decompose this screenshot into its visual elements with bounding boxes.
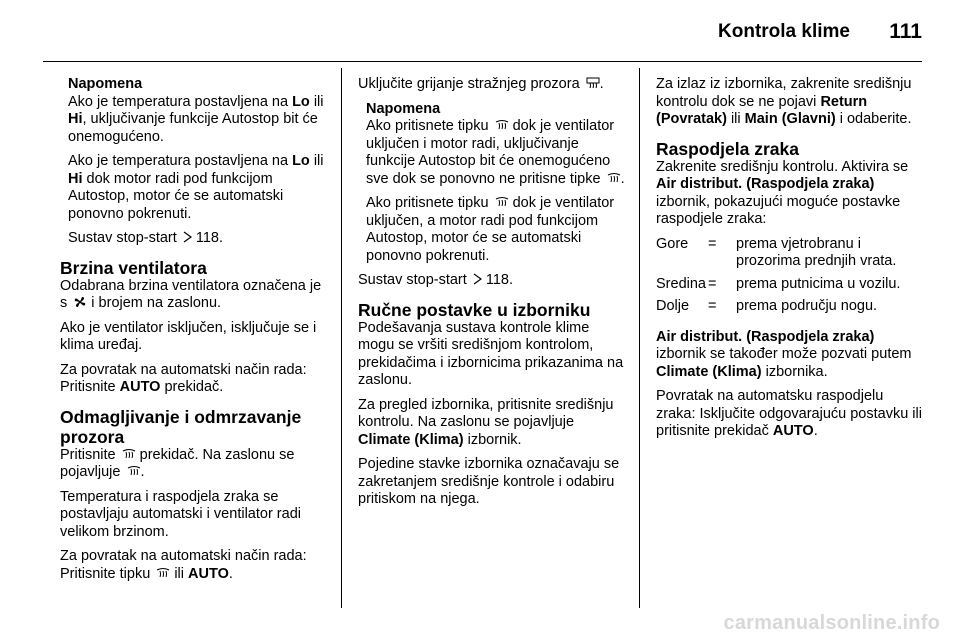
column-divider-1 (341, 68, 342, 608)
note-paragraph: Ako pritisnete tipku dok je ventilator uključen i motor radi, uključivanje funkcije Autostop bit će onemogućeno sve dok se ponovno ne pritisne tipke . (366, 118, 625, 187)
paragraph: Air distribut. (Raspodjela zraka) izbornik se također može pozvati putem Climate (Klima) izbornika. (656, 328, 912, 380)
rear-window-defrost-icon (586, 77, 600, 89)
paragraph: Za pregled izbornika, pritisnite središnju kontrolu. Na zaslonu se pojavljuje Climate (Klima) izbornik. (358, 396, 614, 448)
table-row (656, 298, 926, 321)
note-paragraph: Ako pritisnete tipku dok je ventilator uključen, a motor radi pod funkcijom Autostop, motor će se automatski ponovno pokrenuti. (366, 195, 615, 264)
section-heading-fan-speed: Brzina ventilatora (60, 257, 207, 278)
note-paragraph: Ako je temperatura postavljena na Lo ili Hi dok motor radi pod funkcijom Autostop, motor će se automatski ponovno pokrenuti. (68, 153, 324, 222)
paragraph: Temperatura i raspodjela zraka se postavljaju automatski i ventilator radi velikom brzinom. (60, 488, 301, 540)
header-divider (43, 61, 922, 62)
term: Gore (656, 235, 689, 252)
column-2 (358, 76, 628, 516)
windshield-defrost-icon (607, 172, 621, 184)
fan-icon (73, 296, 87, 308)
cross-reference: Sustav stop-start 118. (68, 230, 224, 246)
table-row (656, 276, 926, 299)
paragraph: Odabrana brzina ventilatora označena je s i brojem na zaslonu. (60, 277, 322, 311)
note-title: Napomena (68, 76, 143, 92)
windshield-defrost-icon (122, 448, 136, 460)
windshield-defrost-icon (127, 465, 141, 477)
note-autostop-defrost (358, 101, 628, 266)
section-heading-defog: Odmagljivanje i odmrzavanje prozora (60, 406, 302, 447)
air-distribution-table (656, 236, 926, 321)
paragraph: Povratak na automatsku raspodjelu zraka: Isključite odgovarajuću postavku ili pritisnite prekidač AUTO. (656, 388, 922, 439)
note-title: Napomena (366, 100, 441, 117)
page-reference-arrow-icon (183, 231, 192, 243)
paragraph: Za izlaz iz izbornika, zakrenite središnju kontrolu dok se ne pojavi Return (Povratak) ili Main (Glavni) i odaberite. (656, 76, 912, 127)
windshield-defrost-icon (495, 119, 509, 131)
note-autostop-temperature (60, 76, 330, 248)
paragraph: Uključite grijanje stražnjeg prozora . (358, 76, 604, 92)
page-header (0, 0, 960, 62)
page-number: 111 (889, 20, 922, 43)
windshield-defrost-icon (495, 196, 509, 208)
description: prema području nogu. (736, 298, 878, 314)
note-paragraph: Ako je temperatura postavljena na Lo ili Hi, uključivanje funkcije Autostop bit će onemogućeno. (68, 93, 324, 145)
watermark: carmanualsonline.info (723, 612, 940, 634)
paragraph: Za povratak na automatski način rada: Pritisnite tipku ili AUTO. (60, 548, 307, 582)
cross-reference: Sustav stop-start 118. (358, 272, 514, 288)
page-reference-arrow-icon (473, 273, 482, 285)
paragraph: Podešavanja sustava kontrole klime mogu se vršiti središnjom kontrolom, prekidačima i izbornicima prikazanima na zaslonu. (358, 319, 624, 388)
paragraph: Pritisnite prekidač. Na zaslonu se pojavljuje . (60, 446, 295, 480)
term: Dolje (656, 298, 690, 314)
windshield-defrost-icon (156, 567, 170, 579)
equals: = (708, 275, 717, 292)
equals: = (708, 298, 717, 314)
paragraph: Zakrenite središnju kontrolu. Aktivira se Air distribut. (Raspodjela zraka) izbornik, pokazujući moguće postavke raspodjele zraka: (656, 158, 909, 227)
column-divider-2 (639, 68, 640, 608)
table-row (656, 236, 926, 276)
paragraph: Za povratak na automatski način rada: Pritisnite AUTO prekidač. (60, 361, 307, 395)
equals: = (708, 235, 717, 252)
paragraph: Pojedine stavke izbornika označavaju se zakretanjem središnje kontrole i odabiru pritiskom na njega. (358, 456, 620, 507)
description: prema putnicima u vozilu. (736, 275, 901, 292)
section-heading-air-distribution: Raspodjela zraka (656, 138, 799, 159)
page-title: Kontrola klime (718, 21, 850, 42)
description: prema vjetrobranu i prozorima prednjih vrata. (736, 235, 897, 269)
column-1 (60, 76, 330, 590)
paragraph: Ako je ventilator isključen, isključuje se i klima uređaj. (60, 319, 317, 353)
column-3 (656, 76, 926, 448)
section-heading-manual-settings: Ručne postavke u izborniku (358, 299, 591, 320)
term: Sredina (656, 275, 706, 292)
